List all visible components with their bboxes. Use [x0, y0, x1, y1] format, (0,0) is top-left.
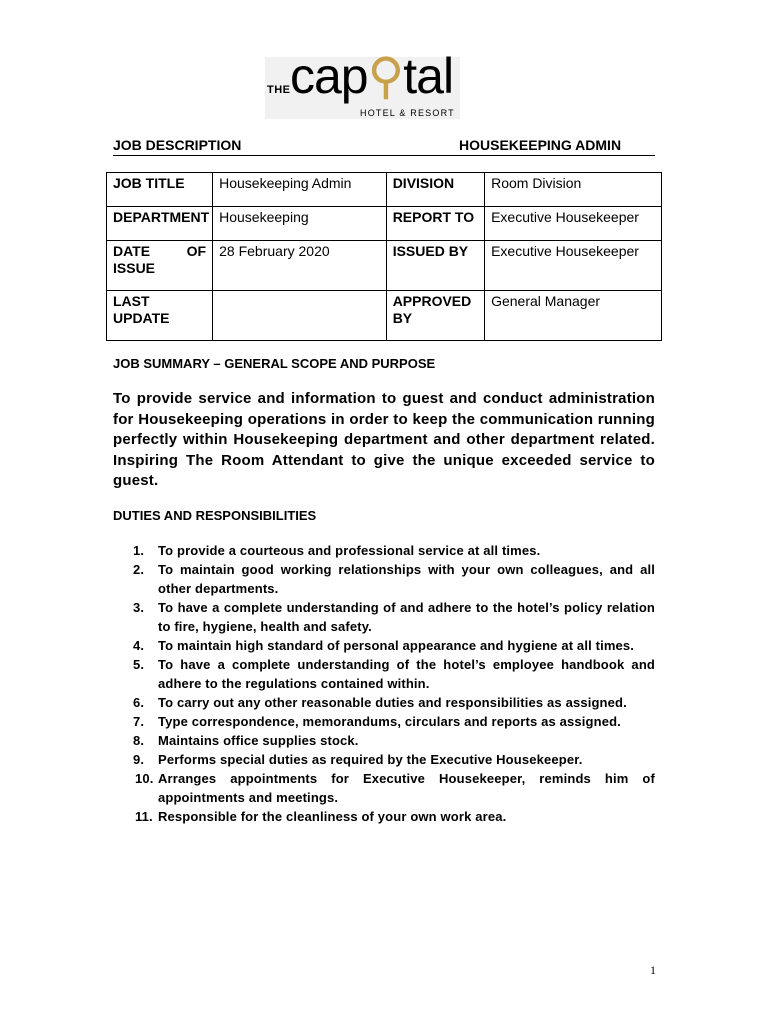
table-row [107, 173, 662, 207]
list-item [113, 769, 655, 807]
list-item-number: 8. [133, 733, 145, 748]
list-item-text: Maintains office supplies stock. [158, 733, 359, 748]
job-title-label: JOB TITLE [107, 173, 213, 207]
list-item-text: To carry out any other reasonable duties and responsibilities as assigned. [158, 695, 627, 710]
list-item [113, 807, 655, 826]
last-update-label-a: LAST [113, 293, 150, 309]
last-update-value [213, 291, 387, 341]
issued-by-label: ISSUED BY [386, 241, 484, 291]
approved-by-label [386, 291, 484, 341]
last-update-label-b: UPDATE [113, 310, 170, 326]
header-rule [113, 155, 655, 156]
summary-heading: JOB SUMMARY – GENERAL SCOPE AND PURPOSE [113, 356, 436, 371]
list-item-text: Responsible for the cleanliness of your own work area. [158, 809, 507, 824]
hotel-logo [265, 48, 460, 119]
list-item [113, 541, 655, 560]
approved-by-value: General Manager [485, 291, 662, 341]
list-item-number: 10. [135, 771, 154, 786]
list-item-number: 6. [133, 695, 145, 710]
list-item-number: 9. [133, 752, 145, 767]
division-value: Room Division [485, 173, 662, 207]
list-item-text: Type correspondence, memorandums, circulars and reports as assigned. [158, 714, 621, 729]
list-item-number: 4. [133, 638, 145, 653]
list-item-number: 2. [133, 562, 145, 577]
list-item-number: 11. [135, 809, 153, 824]
department-value: Housekeeping [213, 207, 387, 241]
list-item [113, 731, 655, 750]
page-number: 1 [650, 963, 656, 977]
list-item-text: To maintain good working relationships with your own colleagues, and all other departments. [158, 562, 655, 596]
date-of-issue-value: 28 February 2020 [213, 241, 387, 291]
list-item [113, 712, 655, 731]
date-of-issue-label [107, 241, 213, 291]
list-item-number: 1. [133, 543, 145, 558]
table-row [107, 241, 662, 291]
list-item [113, 598, 655, 636]
logo-subtitle: HOTEL & RESORT [360, 108, 455, 118]
approved-by-label-a: APPROVED [392, 293, 472, 309]
date-label-a: DATE [113, 243, 151, 259]
approved-by-label-b: BY [392, 310, 413, 326]
logo-brand-a: cap [290, 48, 368, 104]
issued-by-value: Executive Housekeeper [485, 241, 662, 291]
list-item-text: Arranges appointments for Executive Housekeeper, reminds him of appointments and meetings. [158, 771, 655, 805]
report-to-label: REPORT TO [386, 207, 484, 241]
job-title-value: Housekeeping Admin [213, 173, 387, 207]
last-update-label [107, 291, 213, 341]
job-info-table [106, 172, 662, 341]
list-item-text: To maintain high standard of personal appearance and hygiene at all times. [158, 638, 635, 653]
report-to-value: Executive Housekeeper [485, 207, 662, 241]
table-row [107, 207, 662, 241]
list-item [113, 750, 655, 769]
summary-text: To provide service and information to guest and conduct administration for Housekeeping operations in order to keep the communication running perfectly within Housekeeping department and other department related. Inspiring The Room Attendant to give the unique exceeded service to guest. [113, 390, 655, 490]
list-item [113, 693, 655, 712]
doc-type-heading: JOB DESCRIPTION [113, 137, 242, 153]
date-label-c: ISSUE [113, 260, 156, 276]
logo-brand-b: tal [403, 48, 454, 104]
logo-brand [290, 48, 454, 104]
duties-list [113, 541, 655, 826]
list-item [113, 636, 655, 655]
date-label-b: OF [186, 243, 207, 259]
list-item-text: To have a complete understanding of and adhere to the hotel’s policy relation to fire, hygiene, health and safety. [158, 600, 655, 634]
list-item [113, 560, 655, 598]
date-label-line [113, 243, 206, 260]
tree-icon: ⚲ [367, 48, 404, 104]
logo-the: THE [267, 84, 291, 96]
list-item-text: To have a complete understanding of the hotel’s employee handbook and adhere to the regulations contained within. [158, 657, 655, 691]
list-item-number: 5. [133, 657, 145, 672]
division-label: DIVISION [386, 173, 484, 207]
department-label: DEPARTMENT [107, 207, 213, 241]
list-item [113, 655, 655, 693]
list-item-number: 7. [133, 714, 145, 729]
list-item-text: To provide a courteous and professional service at all times. [158, 543, 541, 558]
duties-heading: DUTIES AND RESPONSIBILITIES [113, 508, 317, 523]
position-heading: HOUSEKEEPING ADMIN [459, 137, 622, 153]
list-item-number: 3. [133, 600, 145, 615]
list-item-text: Performs special duties as required by the Executive Housekeeper. [158, 752, 583, 767]
table-row [107, 291, 662, 341]
